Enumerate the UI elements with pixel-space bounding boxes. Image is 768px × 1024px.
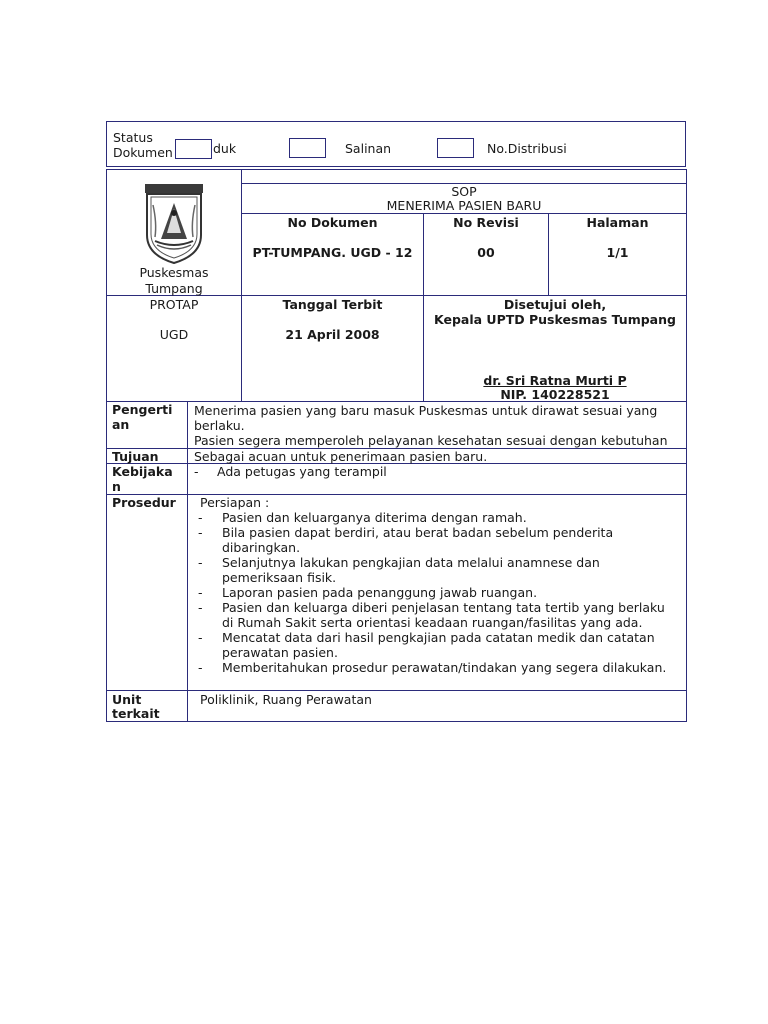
status-checkbox-distribusi[interactable] — [437, 138, 474, 158]
prosedur-item-dash: - — [198, 600, 203, 615]
approved-by: Kepala UPTD Puskesmas Tumpang — [434, 312, 676, 327]
no-dokumen-label: No Dokumen — [287, 215, 378, 230]
doc-title: MENERIMA PASIEN BARU — [386, 198, 542, 213]
signer-name: dr. Sri Ratna Murti P — [483, 373, 627, 388]
prosedur-item-text: Laporan pasien pada penanggung jawab ruangan. — [222, 585, 538, 600]
prosedur-item — [198, 525, 678, 555]
org-name: Puskesmas — [139, 265, 209, 280]
unit-terkait-label-line2: terkait — [112, 706, 160, 721]
doc-type: SOP — [451, 184, 477, 199]
prosedur-item-dash: - — [198, 525, 203, 540]
prosedur-item-text: Pasien dan keluarganya diterima dengan ramah. — [222, 510, 527, 525]
prosedur-item — [198, 555, 678, 585]
prosedur-item — [198, 600, 678, 630]
unit-terkait-text: Poliklinik, Ruang Perawatan — [200, 692, 372, 707]
prosedur-item-dash: - — [198, 585, 203, 600]
prosedur-item-dash: - — [198, 555, 203, 570]
prosedur-item-text: Memberitahukan prosedur perawatan/tindakan yang segera dilakukan. — [222, 660, 667, 675]
pengertian-label-line2: an — [112, 417, 130, 432]
status-option-distribusi-label: No.Distribusi — [487, 141, 567, 156]
prosedur-item-text: Selanjutnya lakukan pengkajian data melalui anamnese dan — [222, 555, 600, 570]
prosedur-item-text: dibaringkan. — [222, 540, 301, 555]
status-checkbox-salinan[interactable] — [289, 138, 326, 158]
no-revisi-label: No Revisi — [453, 215, 519, 230]
no-dokumen-value: PT-TUMPANG. UGD - 12 — [252, 245, 413, 260]
status-option-duk-label: duk — [213, 141, 237, 156]
kabupaten-malang-logo — [143, 183, 205, 265]
pengertian-text-line1: Menerima pasien yang baru masuk Puskesmas untuk dirawat sesuai yang — [194, 403, 658, 418]
status-checkbox-duk[interactable] — [175, 139, 212, 159]
tanggal-terbit-label: Tanggal Terbit — [282, 297, 383, 312]
approved-label: Disetujui oleh, — [503, 297, 607, 312]
tujuan-label: Tujuan — [112, 449, 159, 464]
prosedur-item-text: Bila pasien dapat berdiri, atau berat badan sebelum penderita — [222, 525, 614, 540]
pengertian-text-line2: berlaku. — [194, 418, 245, 433]
prosedur-label: Prosedur — [112, 495, 176, 510]
prosedur-item-text: perawatan pasien. — [222, 645, 338, 660]
status-label: Status — [113, 130, 153, 145]
signer-nip: NIP. 140228521 — [500, 387, 610, 402]
prosedur-item-dash: - — [198, 510, 203, 525]
halaman-label: Halaman — [586, 215, 649, 230]
prosedur-item — [198, 585, 678, 600]
prosedur-item-dash: - — [198, 630, 203, 645]
kebijakan-item: Ada petugas yang terampil — [217, 464, 387, 479]
prosedur-item-text: Mencatat data dari hasil pengkajian pada catatan medik dan catatan — [222, 630, 655, 645]
no-revisi-value: 00 — [477, 245, 495, 260]
prosedur-item-text: pemeriksaan fisik. — [222, 570, 337, 585]
kebijakan-label: Kebijaka — [112, 464, 173, 479]
status-option-salinan-label: Salinan — [345, 141, 392, 156]
tujuan-text: Sebagai acuan untuk penerimaan pasien baru. — [194, 449, 488, 464]
pengertian-text-line3: Pasien segera memperoleh pelayanan kesehatan sesuai dengan kebutuhan — [194, 433, 668, 448]
prosedur-item-text: Pasien dan keluarga diberi penjelasan tentang tata tertib yang berlaku — [222, 600, 665, 615]
prosedur-intro: Persiapan : — [200, 495, 270, 510]
prosedur-item — [198, 660, 678, 675]
protap-label: PROTAP — [149, 297, 199, 312]
status-label-dokumen: Dokumen — [113, 145, 173, 160]
prosedur-item — [198, 510, 678, 525]
pengertian-label: Pengerti — [112, 402, 173, 417]
org-name-line2: Tumpang — [145, 281, 203, 296]
kebijakan-dash: - — [194, 464, 199, 479]
tanggal-terbit-value: 21 April 2008 — [285, 327, 380, 342]
unit-label: UGD — [159, 327, 189, 342]
unit-terkait-label: Unit — [112, 692, 142, 707]
prosedur-item-dash: - — [198, 660, 203, 675]
prosedur-item-text: di Rumah Sakit serta orientasi keadaan ruangan/fasilitas yang ada. — [222, 615, 643, 630]
kebijakan-label-line2: n — [112, 479, 121, 494]
halaman-value: 1/1 — [606, 245, 629, 260]
prosedur-item — [198, 630, 678, 660]
